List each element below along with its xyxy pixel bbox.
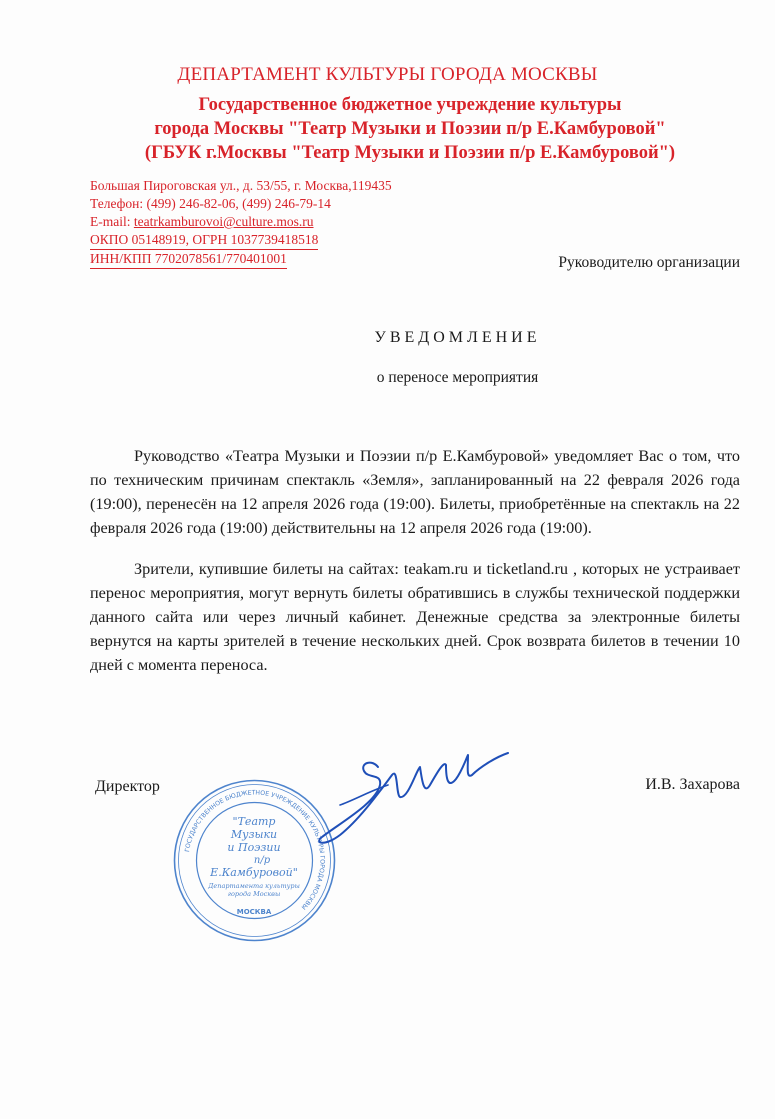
signature-stroke-2	[340, 785, 388, 805]
stamp-line-4: п/р	[253, 855, 271, 866]
stamp-line-3: и Поэзии	[227, 841, 281, 854]
org-line-2: города Москвы "Театр Музыки и Поэзии п/р Е.Камбуровой"	[154, 119, 666, 139]
email-line	[90, 213, 470, 231]
inn-kpp: ИНН/КПП 7702078561/770401001	[90, 250, 287, 269]
notice-title: УВЕДОМЛЕНИЕ	[374, 329, 541, 346]
stamp-dept-line-2: города Москвы	[227, 890, 281, 898]
org-line-3: (ГБУК г.Москвы "Театр Музыки и Поэзии п/р Е.Камбуровой")	[144, 143, 676, 163]
stamp-line-1: "Театр	[232, 815, 276, 828]
signoff-name: И.В. Захарова	[645, 776, 740, 793]
address: Большая Пироговская ул., д. 53/55, г. Москва,119435	[90, 178, 392, 193]
stamp-ring-text: ГОСУДАРСТВЕННОЕ БЮДЖЕТНОЕ УЧРЕЖДЕНИЕ КУЛЬТУРЫ ГОРОДА МОСКВЫ	[184, 789, 326, 911]
notice-subtitle: о переносе мероприятия	[376, 369, 539, 386]
org-line-1: Государственное бюджетное учреждение культуры	[198, 95, 622, 115]
stamp-line-5: Е.Камбуровой"	[210, 866, 298, 879]
organization-name	[60, 93, 760, 165]
recipient: Руководителю организации	[558, 254, 740, 271]
email-link[interactable]: teatrkamburovoi@culture.mos.ru	[133, 214, 314, 229]
okpo-ogrn: ОКПО 05148919, ОГРН 1037739418518	[90, 231, 318, 250]
phone: Телефон: (499) 246-82-06, (499) 246-79-14	[90, 196, 331, 211]
stamp-dept-line-1: Департамента культуры	[208, 882, 300, 890]
body-paragraph-1: Руководство «Театра Музыки и Поэзии п/р Е.Камбуровой» уведомляет Вас о том, что по техническим причинам спектакль «Земля», запланированный на 22 февраля 2026 года (19:00), перенесён на 12 апреля 2026 года (19:00). Билеты, приобретённые на спектакль на 22 февраля 2026 года (19:00) действительны на 12 апреля 2026 года (19:00).	[90, 447, 740, 537]
email-label: E-mail:	[90, 214, 134, 229]
signoff-position: Директор	[95, 778, 160, 795]
stamp-city: МОСКВА	[236, 908, 272, 916]
director-signature	[300, 745, 510, 850]
stamp-line-2: Музыки	[230, 828, 278, 841]
contact-block	[90, 177, 470, 269]
body-paragraph-2: Зрители, купившие билеты на сайтах: teakam.ru и ticketland.ru , которых не устраивает перенос мероприятия, могут вернуть билеты обратившись в службы технической поддержки данного сайта или через личный кабинет. Денежные средства за электронные билеты вернутся на карты зрителей в течение нескольких дней. Срок возврата билетов в течении 10 дней с момента переноса.	[90, 560, 740, 674]
signature-stroke	[319, 753, 508, 843]
department-heading: ДЕПАРТАМЕНТ КУЛЬТУРЫ ГОРОДА МОСКВЫ	[177, 64, 598, 85]
letter-body	[90, 444, 740, 694]
